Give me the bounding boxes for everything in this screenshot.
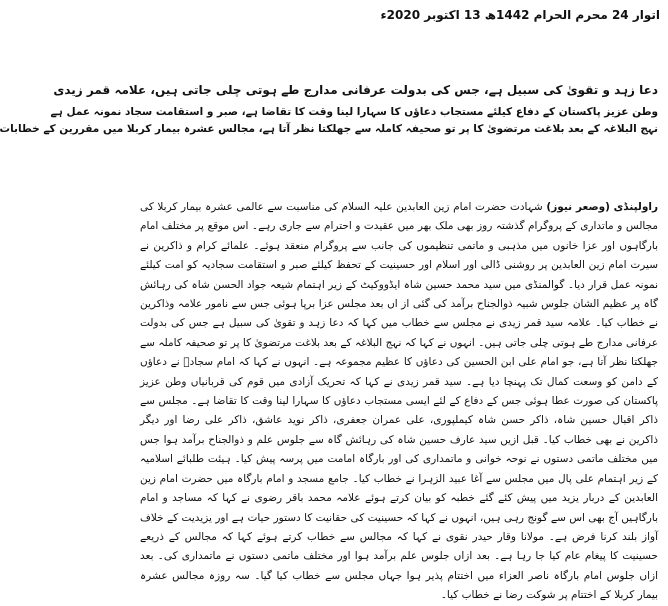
dateline-text: اتوار 24 محرم الحرام 1442ھ 13 اکتوبر 2020ء xyxy=(380,8,660,22)
article-body xyxy=(140,198,659,602)
subheadline-1: وطن عزیز پاکستان کے دفاع کیلئے مستجاب دعاؤں کا سہارا لینا وقت کا تقاضا ہے، صبر و استقامت سجاد نمونہ عمل ہے xyxy=(50,106,658,118)
subheadlines xyxy=(0,104,658,138)
dateline xyxy=(138,8,660,32)
subheadline-2: نہج البلاغہ کے بعد بلاغت مرتضویٰ کا پر تو صحیفہ کاملہ سے جھلکتا نظر آتا ہے، مجالس عشرہ بیمار کربلا میں مقررین کے خطابات xyxy=(0,123,658,135)
article-text: شہادت حضرت امام زین العابدین علیہ السلام کی مناسبت سے عالمی عشرہ بیمار کربلا کی مجالس و ماتداری کے پروگرام گذشتہ روز بھی ملک بھر میں عقیدت و احترام سے جاری رہے۔ اس موقع پر مختلف امام بارگاہوں اور عزا خانوں میں مذہبی و ماتمی تنظیموں کی جانب سے پروگرام منعقد ہوئے۔ علمائے کرام و ذاکرین نے سیرت امام زین العابدین پر روشنی ڈالی اور اسلام اور حسینیت کے تحفظ کیلئے صبر و استقامت سجادیہ کو امت کیلئے نمونہ عمل قرار دیا۔ گوالمنڈی میں سید محمد حسین شاہ ایڈووکیٹ کے زیر اہتمام شیعہ جواد الحسن شاہ کی رہائش گاہ پر عظیم الشان جلوس شبیہ ذوالجناح برآمد کی گئی از اں بعد مجلس عزا برپا ہوئی جس سے نامور علامہ وذاکرین نے خطاب کیا۔ علامہ سید قمر زیدی نے مجلس سے خطاب میں کہا کہ دعا زہد و تقویٰ کی سبیل ہے جس کی بدولت عرفانی مدارج طے ہوتی چلی جاتی ہیں۔ انہوں نے کہا کہ نہج البلاغہ کے بعد بلاغت مرتضویٰ کا پر تو صحیفہ کاملہ سے جھلکتا نظر آتا ہے، جو امام علی ابن الحسین کی دعاؤں کا عظیم مجموعہ ہے۔ انہوں نے کہا کہ امام سجادؑ نے دعاؤں کے دامن کو وسعت کمال تک پہنچا دیا ہے۔ سید قمر زیدی نے کہا کہ تحریک آزادی میں قوم کی قربانیاں وطن عزیز پاکستان کی صورت عطا ہوئی جس کے دفاع کے لئے ایسی مستجاب دعاؤں کا سہارا لینا وقت کا تقاضا ہے۔ مجلس سے ذاکر اقبال حسین شاہ، ذاکر حسن شاہ کیملپوری، علی عمران جعفری، ذاکر نوید عاشق، ذاکر علی رضا اور دیگر ذاکرین نے بھی خطاب کیا۔ قبل ازیں سید عارف حسین شاہ کی رہائش گاہ سے جلوس علم و ذوالجناح برآمد ہوا جس میں مختلف ماتمی دستوں نے نوحہ خوانی و ماتمداری کی اور بارگاہ امامت میں پرسہ پیش کیا۔ ہیئت طلبائے اسلامیہ کے زیر اہتمام علی پال میں مجلس سے آغا عبید الزہرا نے خطاب کیا۔ جامع مسجد و امام بارگاہ میں حضرت امام زین العابدین کے دربار یزید میں پیش کئے گئے خطبہ کو بیان کرتے ہوئے علامہ محمد باقر رضوی نے کہا کہ مساجد و امام بارگاہیں آج بھی اس سے گونج رہی ہیں، انہوں نے کہا کہ حسینیت کی حقانیت کا دستور حیات ہے اور یزیدیت کے خلاف آواز بلند کرنا فرض ہے۔ مولانا وقار حیدر نقوی نے کہا کہ مجالس سے خطاب کرتے ہوئے کہا کہ مجالس کے ذریعے حسینیت کا پیغام عام کیا جا رہا ہے۔ بعد ازاں جلوس علم برآمد ہوا اور مختلف ماتمی دستوں نے ماتمداری کی۔ بعد ازاں جلوس امام بارگاہ ناصر العزاء میں اختتام پذیر ہوا جہاں مجلس سے خطاب کیا گیا۔ سہ روزہ مجالس عشرہ بیمار کربلا کے اختتام پر شوکت رضا نے خطاب کیا۔ xyxy=(140,201,658,602)
article-agency: (وصعر نیوز) xyxy=(546,201,610,213)
headline: دعا زہد و تقویٰ کی سبیل ہے، جس کی بدولت عرفانی مدارج طے ہوتی چلی جاتی ہیں، علامہ قمر زیدی xyxy=(53,83,658,97)
article-location: راولپنڈی xyxy=(613,201,659,213)
